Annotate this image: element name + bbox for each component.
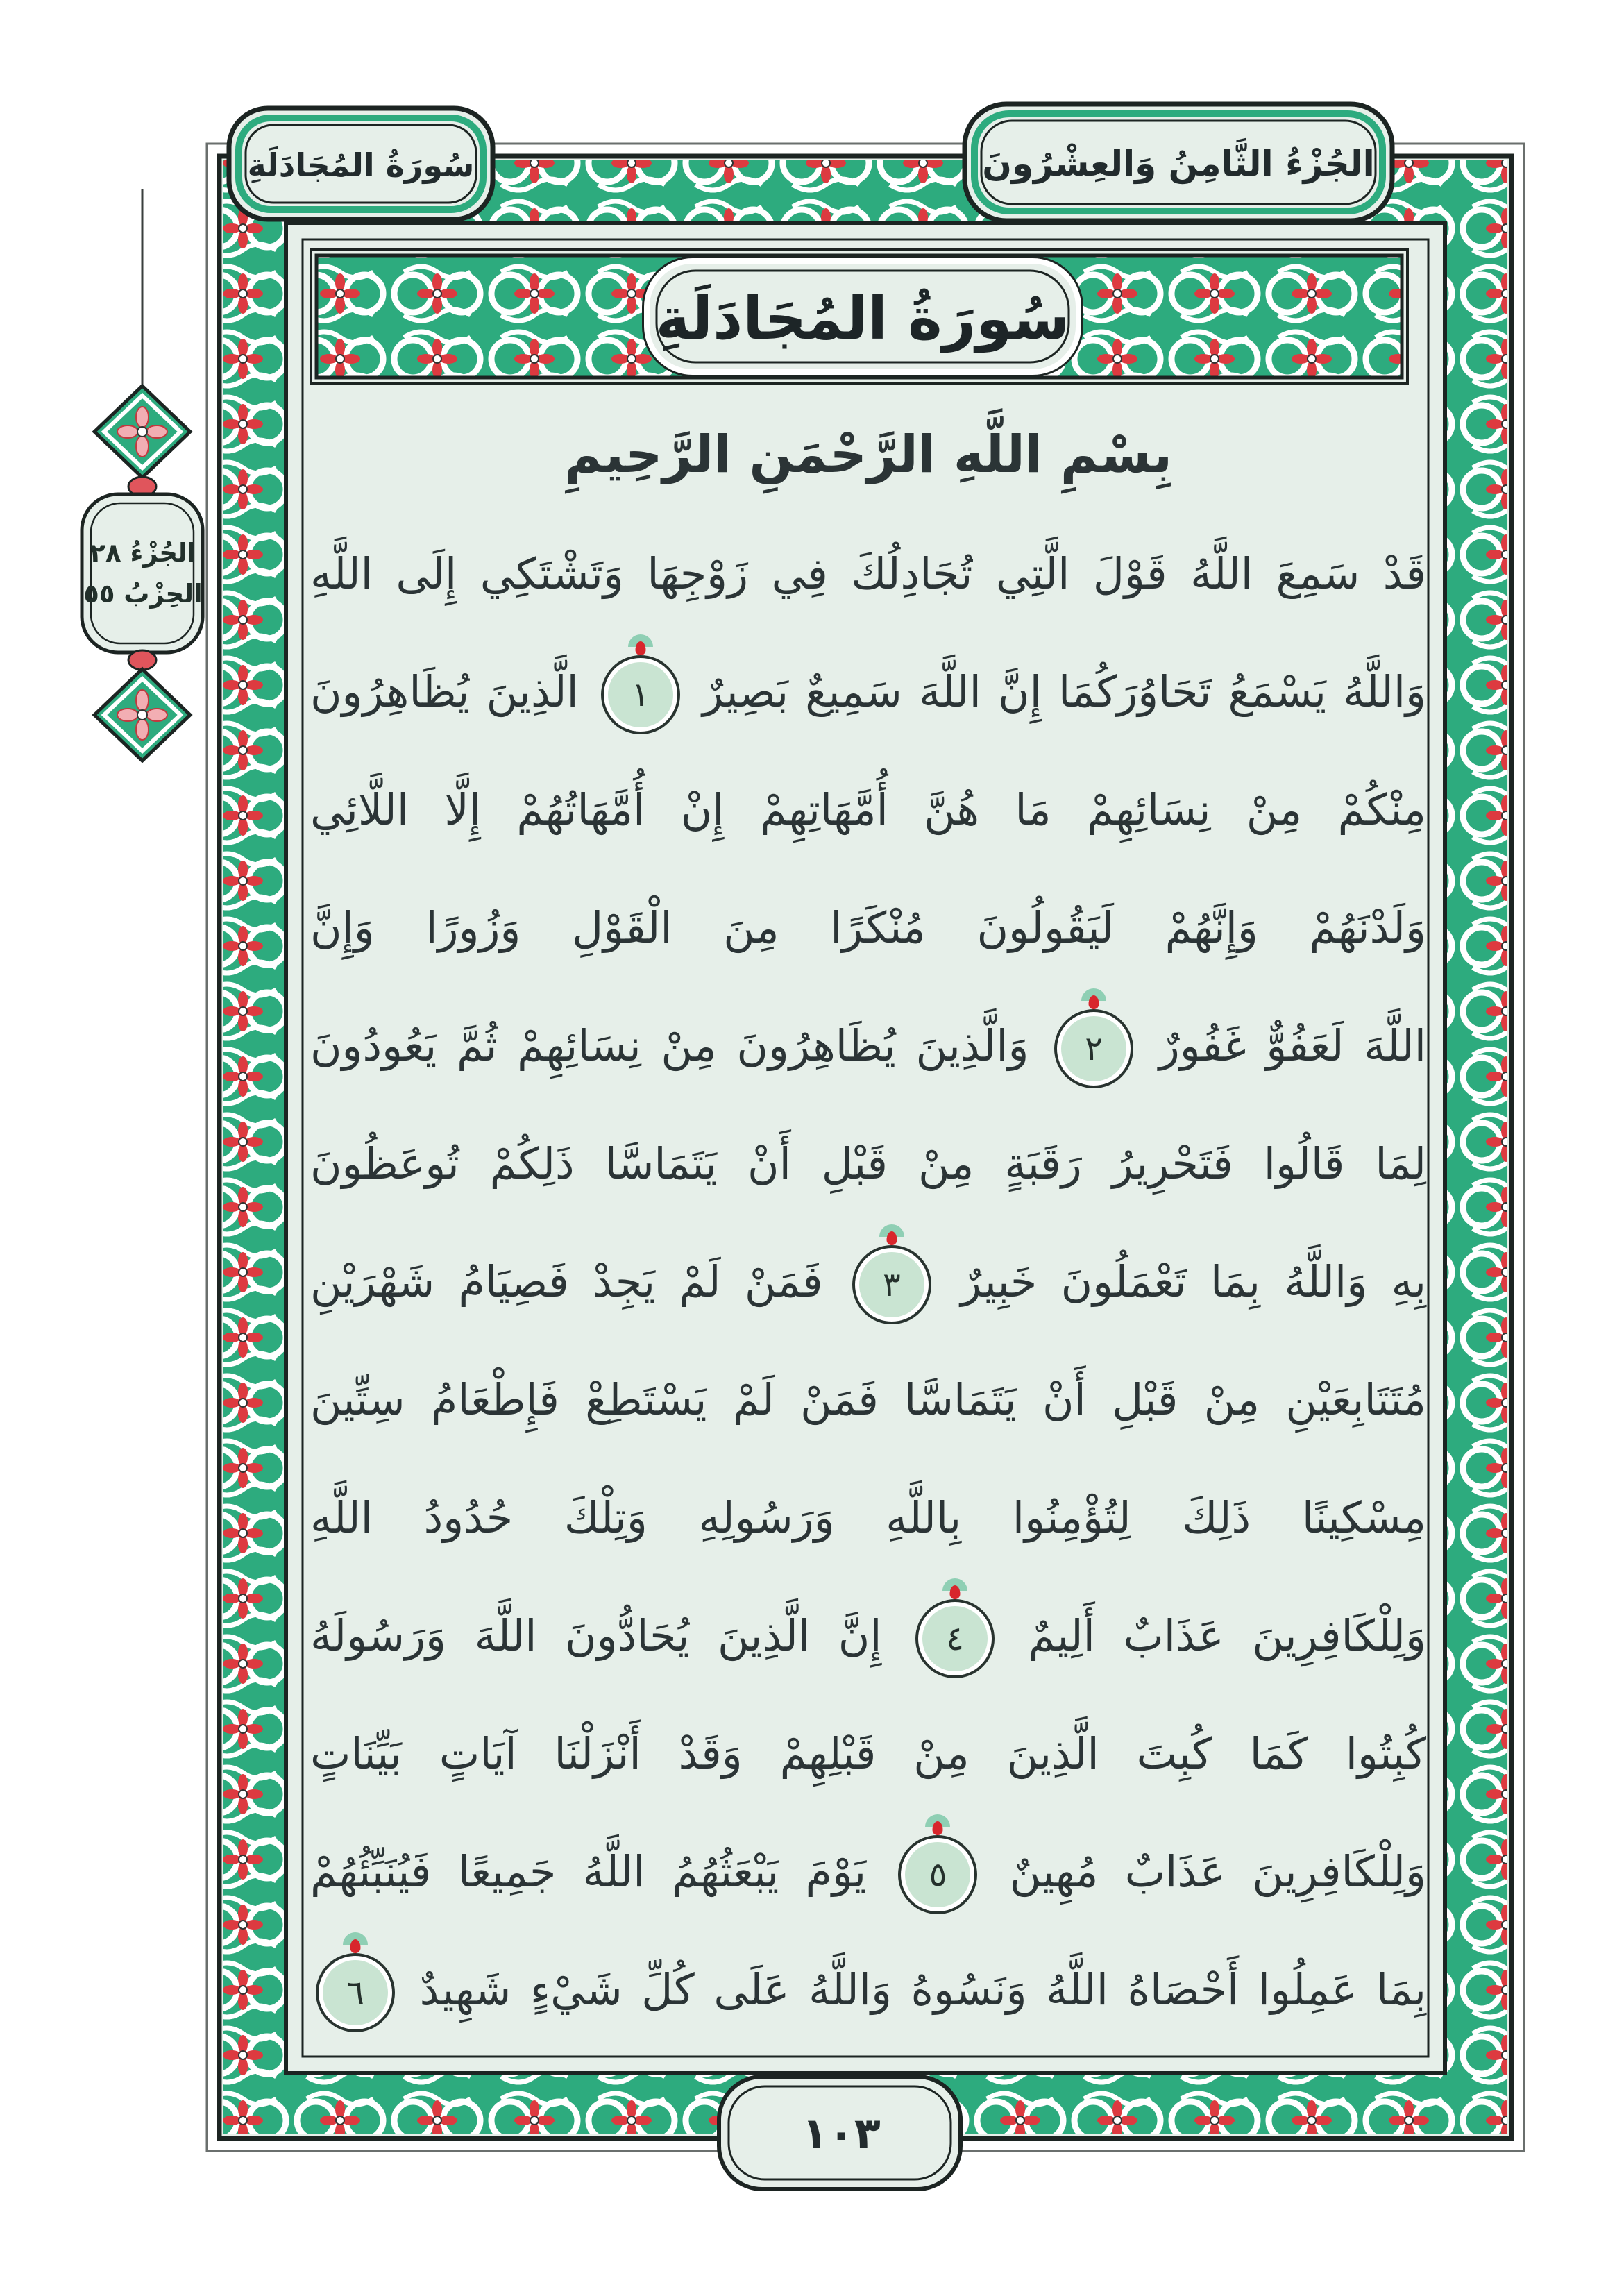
ayah-marker	[922, 1606, 988, 1671]
verse-text: وَلَدْنَهُمْ وَإِنَّهُمْ لَيَقُولُونَ مُنْكَرًا مِنَ الْقَوْلِ وَزُورًا وَإِنَّ	[310, 902, 1426, 953]
verse-text: مِسْكِينًا ذَلِكَ لِتُؤْمِنُوا بِاللَّهِ وَرَسُولِهِ وَتِلْكَ حُدُودُ اللَّهِ	[310, 1492, 1426, 1543]
verse-text: لِمَا قَالُوا فَتَحْرِيرُ رَقَبَةٍ مِنْ قَبْلِ أَنْ يَتَمَاسَّا ذَلِكُمْ تُوعَظُونَ	[310, 1138, 1426, 1189]
verse-text: كُبِتُوا كَمَا كُبِتَ الَّذِينَ مِنْ قَبْلِهِمْ وَقَدْ أَنْزَلْنَا آيَاتٍ بَيِّنَاتٍ	[310, 1728, 1426, 1779]
verse-line	[310, 987, 1426, 1105]
verse-line	[310, 869, 1426, 987]
verse-text: وَلِلْكَافِرِينَ عَذَابٌ مُهِينٌ	[1009, 1846, 1427, 1897]
ayah-marker	[608, 662, 673, 727]
ayah-number: ٥	[929, 1855, 947, 1894]
ayah-marker	[859, 1252, 924, 1317]
verse-text: فَمَنْ لَمْ يَجِدْ فَصِيَامُ شَهْرَيْنِ	[310, 1256, 823, 1307]
verse-text: وَلِلْكَافِرِينَ عَذَابٌ أَلِيمٌ	[1028, 1610, 1426, 1661]
verse-line	[310, 1813, 1426, 1931]
margin-medallion	[82, 189, 203, 761]
verse-text: إِنَّ الَّذِينَ يُحَادُّونَ اللَّهَ وَرَسُولَهُ	[310, 1610, 882, 1661]
ayah-marker	[905, 1842, 970, 1907]
verse-text: مِنْكُمْ مِنْ نِسَائِهِمْ مَا هُنَّ أُمَّهَاتِهِمْ إِنْ أُمَّهَاتُهُمْ إِلَّا اللَّائِي	[310, 784, 1426, 835]
ayah-number: ١	[632, 675, 650, 714]
verse-text: الَّذِينَ يُظَاهِرُونَ	[310, 666, 579, 717]
verse-text: مُتَتَابِعَيْنِ مِنْ قَبْلِ أَنْ يَتَمَاسَّا فَمَنْ لَمْ يَسْتَطِعْ فَإِطْعَامُ سِتِّينَ	[310, 1374, 1426, 1425]
verse-line	[310, 1223, 1426, 1341]
verse-text: يَوْمَ يَبْعَثُهُمُ اللَّهُ جَمِيعًا فَيُنَبِّئُهُمْ	[310, 1846, 867, 1897]
ayah-number: ٣	[883, 1265, 901, 1304]
verse-text: وَاللَّهُ يَسْمَعُ تَحَاوُرَكُمَا إِنَّ اللَّهَ سَمِيعٌ بَصِيرٌ	[702, 666, 1426, 717]
verse-text: بِهِ وَاللَّهُ بِمَا تَعْمَلُونَ خَبِيرٌ	[961, 1256, 1426, 1307]
verse-line	[310, 1459, 1426, 1577]
header-juz-title: الجُزْءُ الثَّامِنُ وَالعِشْرُونَ	[982, 144, 1375, 184]
page-number: ١٠٣	[802, 2107, 881, 2159]
bismillah: بِسْمِ اللَّهِ الرَّحْمَنِ الرَّحِيمِ	[564, 424, 1173, 484]
verse-text: قَدْ سَمِعَ اللَّهُ قَوْلَ الَّتِي تُجَادِلُكَ فِي زَوْجِهَا وَتَشْتَكِي إِلَى اللَّهِ	[310, 548, 1426, 599]
ayah-number: ٢	[1085, 1029, 1103, 1068]
surah-banner-title: سُورَةُ المُجَادَلَةِ	[655, 285, 1070, 353]
verse-line	[310, 1695, 1426, 1813]
header-surah-title: سُورَةُ المُجَادَلَةِ	[247, 146, 475, 184]
verse-line	[310, 1105, 1426, 1223]
verse-text: اللَّهَ لَعَفُوٌّ غَفُورٌ	[1158, 1020, 1426, 1071]
verse-text: بِمَا عَمِلُوا أَحْصَاهُ اللَّهُ وَنَسُوهُ وَاللَّهُ عَلَى كُلِّ شَيْءٍ شَهِيدٌ	[419, 1964, 1426, 2015]
verse-line	[310, 633, 1426, 751]
ayah-number: ٤	[946, 1619, 964, 1658]
verse-line	[310, 515, 1426, 633]
juz-hizb-medallion	[81, 515, 205, 632]
ayah-marker	[1061, 1016, 1126, 1081]
hizb-label: الحِزْبُ ٥٥	[83, 579, 203, 609]
verse-lines	[310, 515, 1426, 2049]
verse-line	[310, 1577, 1426, 1695]
verse-line	[310, 1341, 1426, 1459]
verse-line	[310, 751, 1426, 869]
verse-text: وَالَّذِينَ يُظَاهِرُونَ مِنْ نِسَائِهِمْ ثُمَّ يَعُودُونَ	[310, 1020, 1029, 1071]
juz-label: الجُزْءُ ٢٨	[90, 537, 196, 568]
ayah-number: ٦	[346, 1973, 364, 2012]
verse-line	[310, 1931, 1426, 2049]
ayah-marker	[323, 1960, 388, 2025]
